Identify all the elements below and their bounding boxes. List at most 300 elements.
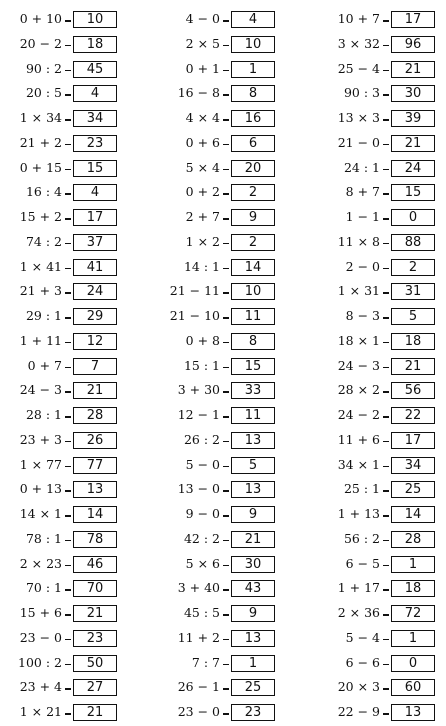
answer-box: 78 — [73, 531, 117, 548]
dash — [383, 218, 389, 220]
expression: 11 × 8 — [337, 233, 380, 249]
expression: 10 + 7 — [337, 11, 380, 26]
problem-row — [158, 429, 298, 454]
answer-box: 15 — [391, 184, 435, 201]
problem-row — [318, 478, 446, 503]
problem-row — [318, 330, 446, 355]
expression: 8 + 7 — [345, 184, 380, 200]
answer-box: 25 — [231, 679, 275, 696]
expression: 23 + 4 — [19, 679, 62, 695]
dash — [65, 664, 71, 666]
expression: 12 − 1 — [177, 407, 220, 422]
dash — [65, 317, 71, 319]
dash — [383, 193, 389, 195]
answer-box: 23 — [231, 704, 275, 721]
answer-box: 5 — [391, 308, 435, 325]
expression: 4 × 4 — [185, 110, 220, 125]
problem-row — [318, 627, 446, 652]
dash — [383, 416, 389, 418]
expression: 23 + 3 — [19, 431, 62, 447]
dash — [65, 243, 71, 245]
expression: 1 + 13 — [337, 506, 380, 521]
dash — [65, 416, 71, 418]
dash — [383, 268, 389, 270]
expression: 29 : 1 — [25, 308, 62, 323]
problem-row — [318, 157, 446, 182]
answer-box: 17 — [391, 432, 435, 449]
dash — [65, 614, 71, 616]
answer-box: 10 — [231, 283, 275, 300]
problem-row — [0, 602, 140, 627]
problem-row — [0, 82, 140, 107]
dash — [65, 515, 71, 517]
expression: 1 − 1 — [345, 209, 380, 224]
answer-box: 8 — [231, 85, 275, 102]
answer-box: 29 — [73, 308, 117, 325]
problem-row — [0, 107, 140, 132]
answer-box: 15 — [73, 160, 117, 177]
problem-row — [318, 379, 446, 404]
dash — [223, 119, 229, 121]
dash — [223, 70, 229, 72]
dash — [223, 169, 229, 171]
problem-row — [318, 206, 446, 231]
answer-box: 24 — [391, 160, 435, 177]
answer-box: 7 — [73, 358, 117, 375]
expression: 18 × 1 — [337, 332, 380, 348]
answer-box: 43 — [231, 580, 275, 597]
problem-row — [0, 676, 140, 701]
answer-box: 39 — [391, 110, 435, 127]
dash — [223, 268, 229, 270]
dash — [223, 466, 229, 468]
expression: 28 × 2 — [337, 382, 380, 398]
problem-row — [318, 132, 446, 157]
answer-box: 1 — [231, 61, 275, 78]
answer-box: 17 — [73, 209, 117, 226]
answer-box: 30 — [231, 556, 275, 573]
expression: 100 : 2 — [18, 654, 62, 670]
answer-box: 17 — [391, 11, 435, 28]
expression: 20 × 3 — [337, 679, 380, 695]
dash — [383, 144, 389, 146]
dash — [65, 292, 71, 294]
answer-box: 18 — [73, 36, 117, 53]
problem-row — [318, 181, 446, 206]
problem-row — [0, 305, 140, 330]
problem-row — [0, 553, 140, 578]
answer-box: 20 — [231, 160, 275, 177]
answer-box: 21 — [391, 61, 435, 78]
dash — [223, 391, 229, 393]
dash — [65, 119, 71, 121]
expression: 6 − 6 — [345, 654, 380, 670]
answer-box: 0 — [391, 209, 435, 226]
problem-row — [0, 701, 140, 726]
answer-box: 9 — [231, 605, 275, 622]
answer-box: 21 — [231, 531, 275, 548]
dash — [223, 639, 229, 641]
problem-row — [0, 33, 140, 58]
expression: 16 − 8 — [177, 85, 220, 101]
expression: 14 : 1 — [183, 258, 220, 274]
dash — [383, 589, 389, 591]
expression: 21 − 0 — [337, 134, 380, 150]
expression: 0 + 13 — [19, 481, 62, 497]
expression: 3 + 30 — [177, 382, 220, 398]
problem-row — [0, 280, 140, 305]
dash — [383, 169, 389, 171]
expression: 1 × 34 — [19, 110, 62, 125]
expression: 56 : 2 — [343, 530, 380, 546]
problem-row — [318, 58, 446, 83]
answer-box: 10 — [231, 36, 275, 53]
problem-row — [158, 652, 298, 677]
expression: 2 − 0 — [345, 258, 380, 274]
answer-box: 77 — [73, 457, 117, 474]
expression: 28 : 1 — [25, 407, 62, 422]
dash — [65, 367, 71, 369]
problem-row — [318, 33, 446, 58]
expression: 1 × 2 — [185, 233, 220, 249]
expression: 24 : 1 — [343, 159, 380, 175]
problem-row — [0, 181, 140, 206]
expression: 34 × 1 — [337, 456, 380, 472]
problem-row — [158, 454, 298, 479]
problem-row — [158, 379, 298, 404]
answer-box: 9 — [231, 209, 275, 226]
dash — [223, 243, 229, 245]
problem-row — [318, 404, 446, 429]
answer-box: 21 — [73, 382, 117, 399]
expression: 2 + 7 — [185, 209, 220, 224]
dash — [383, 243, 389, 245]
expression: 1 × 31 — [337, 283, 380, 299]
answer-box: 23 — [73, 135, 117, 152]
answer-box: 14 — [391, 506, 435, 523]
expression: 1 × 77 — [19, 456, 62, 472]
answer-box: 21 — [73, 605, 117, 622]
problem-row — [0, 256, 140, 281]
problem-column — [318, 8, 446, 726]
problem-row — [318, 602, 446, 627]
expression: 2 × 36 — [337, 605, 380, 620]
problem-row — [318, 305, 446, 330]
expression: 21 + 2 — [19, 134, 62, 150]
dash — [65, 565, 71, 567]
expression: 13 − 0 — [177, 481, 220, 497]
answer-box: 27 — [73, 679, 117, 696]
dash — [383, 688, 389, 690]
dash — [383, 441, 389, 443]
expression: 21 − 11 — [169, 283, 220, 299]
problem-row — [318, 676, 446, 701]
answer-box: 13 — [231, 481, 275, 498]
answer-box: 22 — [391, 407, 435, 424]
answer-box: 6 — [231, 135, 275, 152]
expression: 25 − 4 — [337, 60, 380, 76]
dash — [65, 70, 71, 72]
expression: 20 : 5 — [25, 85, 62, 101]
answer-box: 13 — [73, 481, 117, 498]
dash — [223, 20, 229, 22]
problem-row — [318, 701, 446, 726]
answer-box: 10 — [73, 11, 117, 28]
answer-box: 2 — [231, 234, 275, 251]
dash — [65, 589, 71, 591]
dash — [65, 193, 71, 195]
answer-box: 34 — [73, 110, 117, 127]
expression: 22 − 9 — [337, 704, 380, 719]
answer-box: 30 — [391, 85, 435, 102]
problem-row — [158, 478, 298, 503]
dash — [223, 614, 229, 616]
answer-box: 14 — [73, 506, 117, 523]
expression: 90 : 3 — [343, 85, 380, 101]
answer-box: 41 — [73, 259, 117, 276]
answer-box: 4 — [231, 11, 275, 28]
expression: 23 − 0 — [177, 704, 220, 719]
answer-box: 11 — [231, 308, 275, 325]
answer-box: 21 — [73, 704, 117, 721]
dash — [65, 391, 71, 393]
expression: 2 × 23 — [19, 555, 62, 571]
problem-row — [0, 429, 140, 454]
answer-box: 14 — [231, 259, 275, 276]
dash — [223, 540, 229, 542]
expression: 21 − 10 — [169, 308, 220, 323]
problem-row — [0, 454, 140, 479]
problem-row — [318, 503, 446, 528]
problem-column — [0, 8, 140, 726]
dash — [65, 342, 71, 344]
problem-row — [158, 404, 298, 429]
expression: 1 + 17 — [337, 580, 380, 596]
problem-row — [158, 553, 298, 578]
expression: 21 + 3 — [19, 283, 62, 299]
dash — [383, 540, 389, 542]
problem-row — [318, 553, 446, 578]
dash — [65, 94, 71, 96]
dash — [383, 490, 389, 492]
dash — [383, 317, 389, 319]
answer-box: 18 — [391, 333, 435, 350]
answer-box: 2 — [231, 184, 275, 201]
dash — [65, 713, 71, 715]
dash — [383, 664, 389, 666]
expression: 70 : 1 — [25, 580, 62, 596]
problem-row — [0, 503, 140, 528]
dash — [383, 614, 389, 616]
answer-box: 11 — [231, 407, 275, 424]
expression: 8 − 3 — [345, 308, 380, 323]
expression: 74 : 2 — [25, 233, 62, 249]
problem-row — [318, 355, 446, 380]
dash — [383, 342, 389, 344]
expression: 9 − 0 — [185, 506, 220, 521]
answer-box: 9 — [231, 506, 275, 523]
expression: 1 × 41 — [19, 258, 62, 274]
problem-row — [158, 181, 298, 206]
problem-row — [318, 577, 446, 602]
problem-row — [0, 577, 140, 602]
problem-row — [318, 256, 446, 281]
dash — [223, 94, 229, 96]
problem-row — [318, 8, 446, 33]
problem-row — [0, 528, 140, 553]
problem-row — [158, 627, 298, 652]
expression: 5 × 4 — [185, 159, 220, 175]
answer-box: 4 — [73, 85, 117, 102]
answer-box: 1 — [391, 630, 435, 647]
answer-box: 28 — [73, 407, 117, 424]
expression: 24 − 2 — [337, 407, 380, 422]
problem-row — [158, 132, 298, 157]
dash — [383, 70, 389, 72]
dash — [223, 441, 229, 443]
expression: 0 + 10 — [19, 11, 62, 26]
problem-row — [0, 379, 140, 404]
expression: 4 − 0 — [185, 11, 220, 26]
expression: 78 : 1 — [25, 530, 62, 546]
expression: 26 − 1 — [177, 679, 220, 695]
dash — [223, 490, 229, 492]
problem-row — [158, 577, 298, 602]
dash — [223, 218, 229, 220]
answer-box: 60 — [391, 679, 435, 696]
dash — [383, 565, 389, 567]
dash — [223, 342, 229, 344]
dash — [383, 45, 389, 47]
answer-box: 88 — [391, 234, 435, 251]
problem-row — [158, 58, 298, 83]
expression: 90 : 2 — [25, 60, 62, 76]
answer-box: 13 — [231, 432, 275, 449]
dash — [223, 292, 229, 294]
dash — [65, 466, 71, 468]
dash — [65, 688, 71, 690]
problem-row — [158, 231, 298, 256]
answer-box: 56 — [391, 382, 435, 399]
expression: 14 × 1 — [19, 506, 62, 521]
problem-row — [318, 82, 446, 107]
expression: 0 + 7 — [27, 357, 62, 373]
dash — [223, 515, 229, 517]
dash — [223, 565, 229, 567]
answer-box: 16 — [231, 110, 275, 127]
expression: 24 − 3 — [337, 357, 380, 373]
problem-row — [0, 355, 140, 380]
dash — [223, 589, 229, 591]
answer-box: 45 — [73, 61, 117, 78]
dash — [383, 713, 389, 715]
problem-row — [158, 330, 298, 355]
expression: 3 × 32 — [337, 35, 380, 51]
expression: 26 : 2 — [183, 431, 220, 447]
answer-box: 5 — [231, 457, 275, 474]
problem-row — [158, 503, 298, 528]
problem-row — [158, 82, 298, 107]
problem-row — [158, 701, 298, 726]
answer-box: 2 — [391, 259, 435, 276]
answer-box: 13 — [231, 630, 275, 647]
expression: 15 + 6 — [19, 605, 62, 620]
expression: 11 + 6 — [337, 431, 380, 447]
dash — [65, 169, 71, 171]
answer-box: 24 — [73, 283, 117, 300]
dash — [383, 367, 389, 369]
dash — [383, 20, 389, 22]
expression: 3 + 40 — [177, 580, 220, 596]
dash — [383, 639, 389, 641]
answer-box: 12 — [73, 333, 117, 350]
answer-box: 25 — [391, 481, 435, 498]
answer-box: 37 — [73, 234, 117, 251]
expression: 5 × 6 — [185, 555, 220, 571]
expression: 15 : 1 — [183, 357, 220, 373]
problem-row — [158, 676, 298, 701]
answer-box: 21 — [391, 135, 435, 152]
expression: 45 : 5 — [183, 605, 220, 620]
dash — [223, 45, 229, 47]
problem-row — [318, 528, 446, 553]
dash — [65, 268, 71, 270]
dash — [383, 515, 389, 517]
expression: 25 : 1 — [343, 481, 380, 497]
answer-box: 96 — [391, 36, 435, 53]
problem-row — [158, 528, 298, 553]
problem-row — [158, 305, 298, 330]
problem-row — [0, 157, 140, 182]
expression: 6 − 5 — [345, 555, 380, 571]
answer-box: 13 — [391, 704, 435, 721]
answer-box: 18 — [391, 580, 435, 597]
problem-row — [318, 454, 446, 479]
answer-box: 4 — [73, 184, 117, 201]
problem-row — [0, 231, 140, 256]
problem-row — [158, 33, 298, 58]
answer-box: 34 — [391, 457, 435, 474]
dash — [223, 688, 229, 690]
answer-box: 21 — [391, 358, 435, 375]
problem-row — [0, 58, 140, 83]
problem-row — [158, 280, 298, 305]
problem-row — [0, 478, 140, 503]
dash — [65, 639, 71, 641]
dash — [65, 441, 71, 443]
dash — [223, 713, 229, 715]
problem-row — [158, 355, 298, 380]
answer-box: 31 — [391, 283, 435, 300]
answer-box: 15 — [231, 358, 275, 375]
problem-row — [318, 107, 446, 132]
expression: 11 + 2 — [177, 629, 220, 645]
answer-box: 70 — [73, 580, 117, 597]
problem-row — [0, 330, 140, 355]
problem-row — [158, 206, 298, 231]
expression: 5 − 4 — [345, 629, 380, 645]
expression: 2 × 5 — [185, 35, 220, 51]
dash — [65, 218, 71, 220]
problem-row — [0, 652, 140, 677]
dash — [383, 466, 389, 468]
problem-row — [158, 157, 298, 182]
problem-row — [158, 602, 298, 627]
answer-box: 8 — [231, 333, 275, 350]
answer-box: 1 — [231, 655, 275, 672]
dash — [65, 540, 71, 542]
answer-box: 50 — [73, 655, 117, 672]
